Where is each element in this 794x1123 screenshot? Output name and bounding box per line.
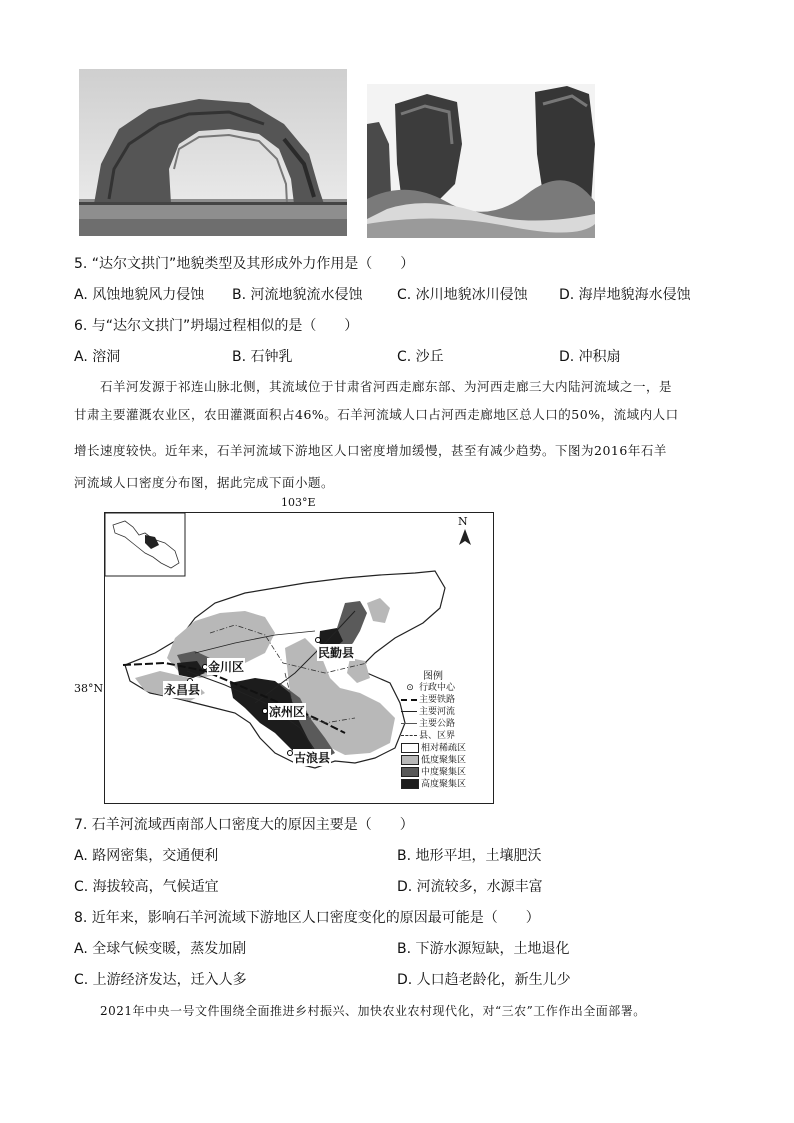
legend-railway [401,695,455,706]
q5-option-d[interactable]: D. 海岸地貌海水侵蚀 [559,287,691,303]
boundary-symbol [401,735,417,736]
sparse-swatch [401,743,419,753]
map-legend [401,667,491,801]
q6-option-d[interactable]: D. 冲积扇 [559,349,621,365]
low-swatch [401,755,419,765]
question-5-stem: 5. “达尔文拱门”地貌类型及其形成外力作用是（ ） [74,256,415,272]
passage-line-4: 河流域人口密度分布图，据此完成下面小题。 [74,475,335,490]
q8-option-c[interactable]: C. 上游经济发达，迁入人多 [74,972,247,988]
q7-option-a[interactable]: A. 路网密集，交通便利 [74,848,219,864]
arch-photo-drawing [79,69,347,236]
passage-line-3: 增长速度较快。近年来，石羊河流域下游地区人口密度增加缓慢，甚至有减少趋势。下图为2016年石羊 [74,443,667,458]
q6-option-c[interactable]: C. 沙丘 [397,349,444,365]
collapsed-arch-photo [367,84,595,238]
admin-center-icon: ⊙ [406,683,414,693]
legend-label: 中度聚集区 [421,767,467,778]
q8-option-a[interactable]: A. 全球气候变暖，蒸发加剧 [74,941,247,957]
legend-high [401,779,466,791]
q5-option-b[interactable]: B. 河流地貌流水侵蚀 [232,287,363,303]
legend-boundary [401,731,455,742]
legend-mid [401,767,466,779]
legend-admin-center [401,683,455,694]
q8-option-b[interactable]: B. 下游水源短缺，土地退化 [397,941,570,957]
q6-option-b[interactable]: B. 石钟乳 [232,349,293,365]
legend-label: 相对稀疏区 [421,743,467,754]
north-arrow-label: N [458,515,468,528]
q7-option-d[interactable]: D. 河流较多，水源丰富 [397,879,543,895]
question-8-stem: 8. 近年来，影响石羊河流域下游地区人口密度变化的原因最可能是（ ） [74,910,540,926]
legend-low [401,755,466,767]
place-liangzhou: 凉州区 [269,705,306,719]
place-minqin: 民勤县 [318,646,355,660]
collapsed-arch-drawing [367,84,595,238]
legend-label: 高度聚集区 [421,779,467,790]
passage-line-1: 石羊河发源于祁连山脉北侧，其流域位于甘肃省河西走廊东部、为河西走廊三大内陆河流域之一，是 [100,379,673,394]
high-swatch [401,779,419,789]
q5-option-a[interactable]: A. 风蚀地貌风力侵蚀 [74,287,205,303]
place-yongchang: 永昌县 [164,683,201,697]
legend-label: 低度聚集区 [421,755,467,766]
longitude-label: 103°E [281,496,316,509]
legend-label: 县、区界 [419,731,456,741]
legend-label: 主要铁路 [419,695,456,705]
q7-option-c[interactable]: C. 海拔较高，气候适宜 [74,879,219,895]
legend-road [401,719,455,730]
question-6-stem: 6. 与“达尔文拱门”坍塌过程相似的是（ ） [74,318,359,334]
legend-label: 主要河流 [419,707,456,717]
mid-swatch [401,767,419,777]
passage-line-2: 甘肃主要灌溉农业区，农田灌溉面积占46%。石羊河流域人口占河西走廊地区总人口的50%，流域内人口 [74,407,679,422]
legend-title: 图例 [423,671,443,682]
road-symbol [401,723,417,724]
population-density-map [104,512,494,804]
legend-river [401,707,455,718]
q8-option-d[interactable]: D. 人口趋老龄化，新生儿少 [397,972,571,988]
railway-symbol [401,699,417,701]
place-gulang: 古浪县 [294,751,331,765]
legend-label: 行政中心 [419,683,456,693]
latitude-label: 38°N [74,682,104,695]
place-jinchuan: 金川区 [208,660,245,674]
passage-2021-line: 2021年中央一号文件围绕全面推进乡村振兴、加快农业农村现代化，对“三农”工作作出全面部署。 [100,1004,646,1018]
darwin-arch-photo [79,69,347,236]
legend-label: 主要公路 [419,719,456,729]
q6-option-a[interactable]: A. 溶洞 [74,349,121,365]
question-7-stem: 7. 石羊河流域西南部人口密度大的原因主要是（ ） [74,817,414,833]
q7-option-b[interactable]: B. 地形平坦，土壤肥沃 [397,848,542,864]
q5-option-c[interactable]: C. 冰川地貌冰川侵蚀 [397,287,528,303]
legend-sparse [401,743,466,755]
river-symbol [401,711,417,712]
